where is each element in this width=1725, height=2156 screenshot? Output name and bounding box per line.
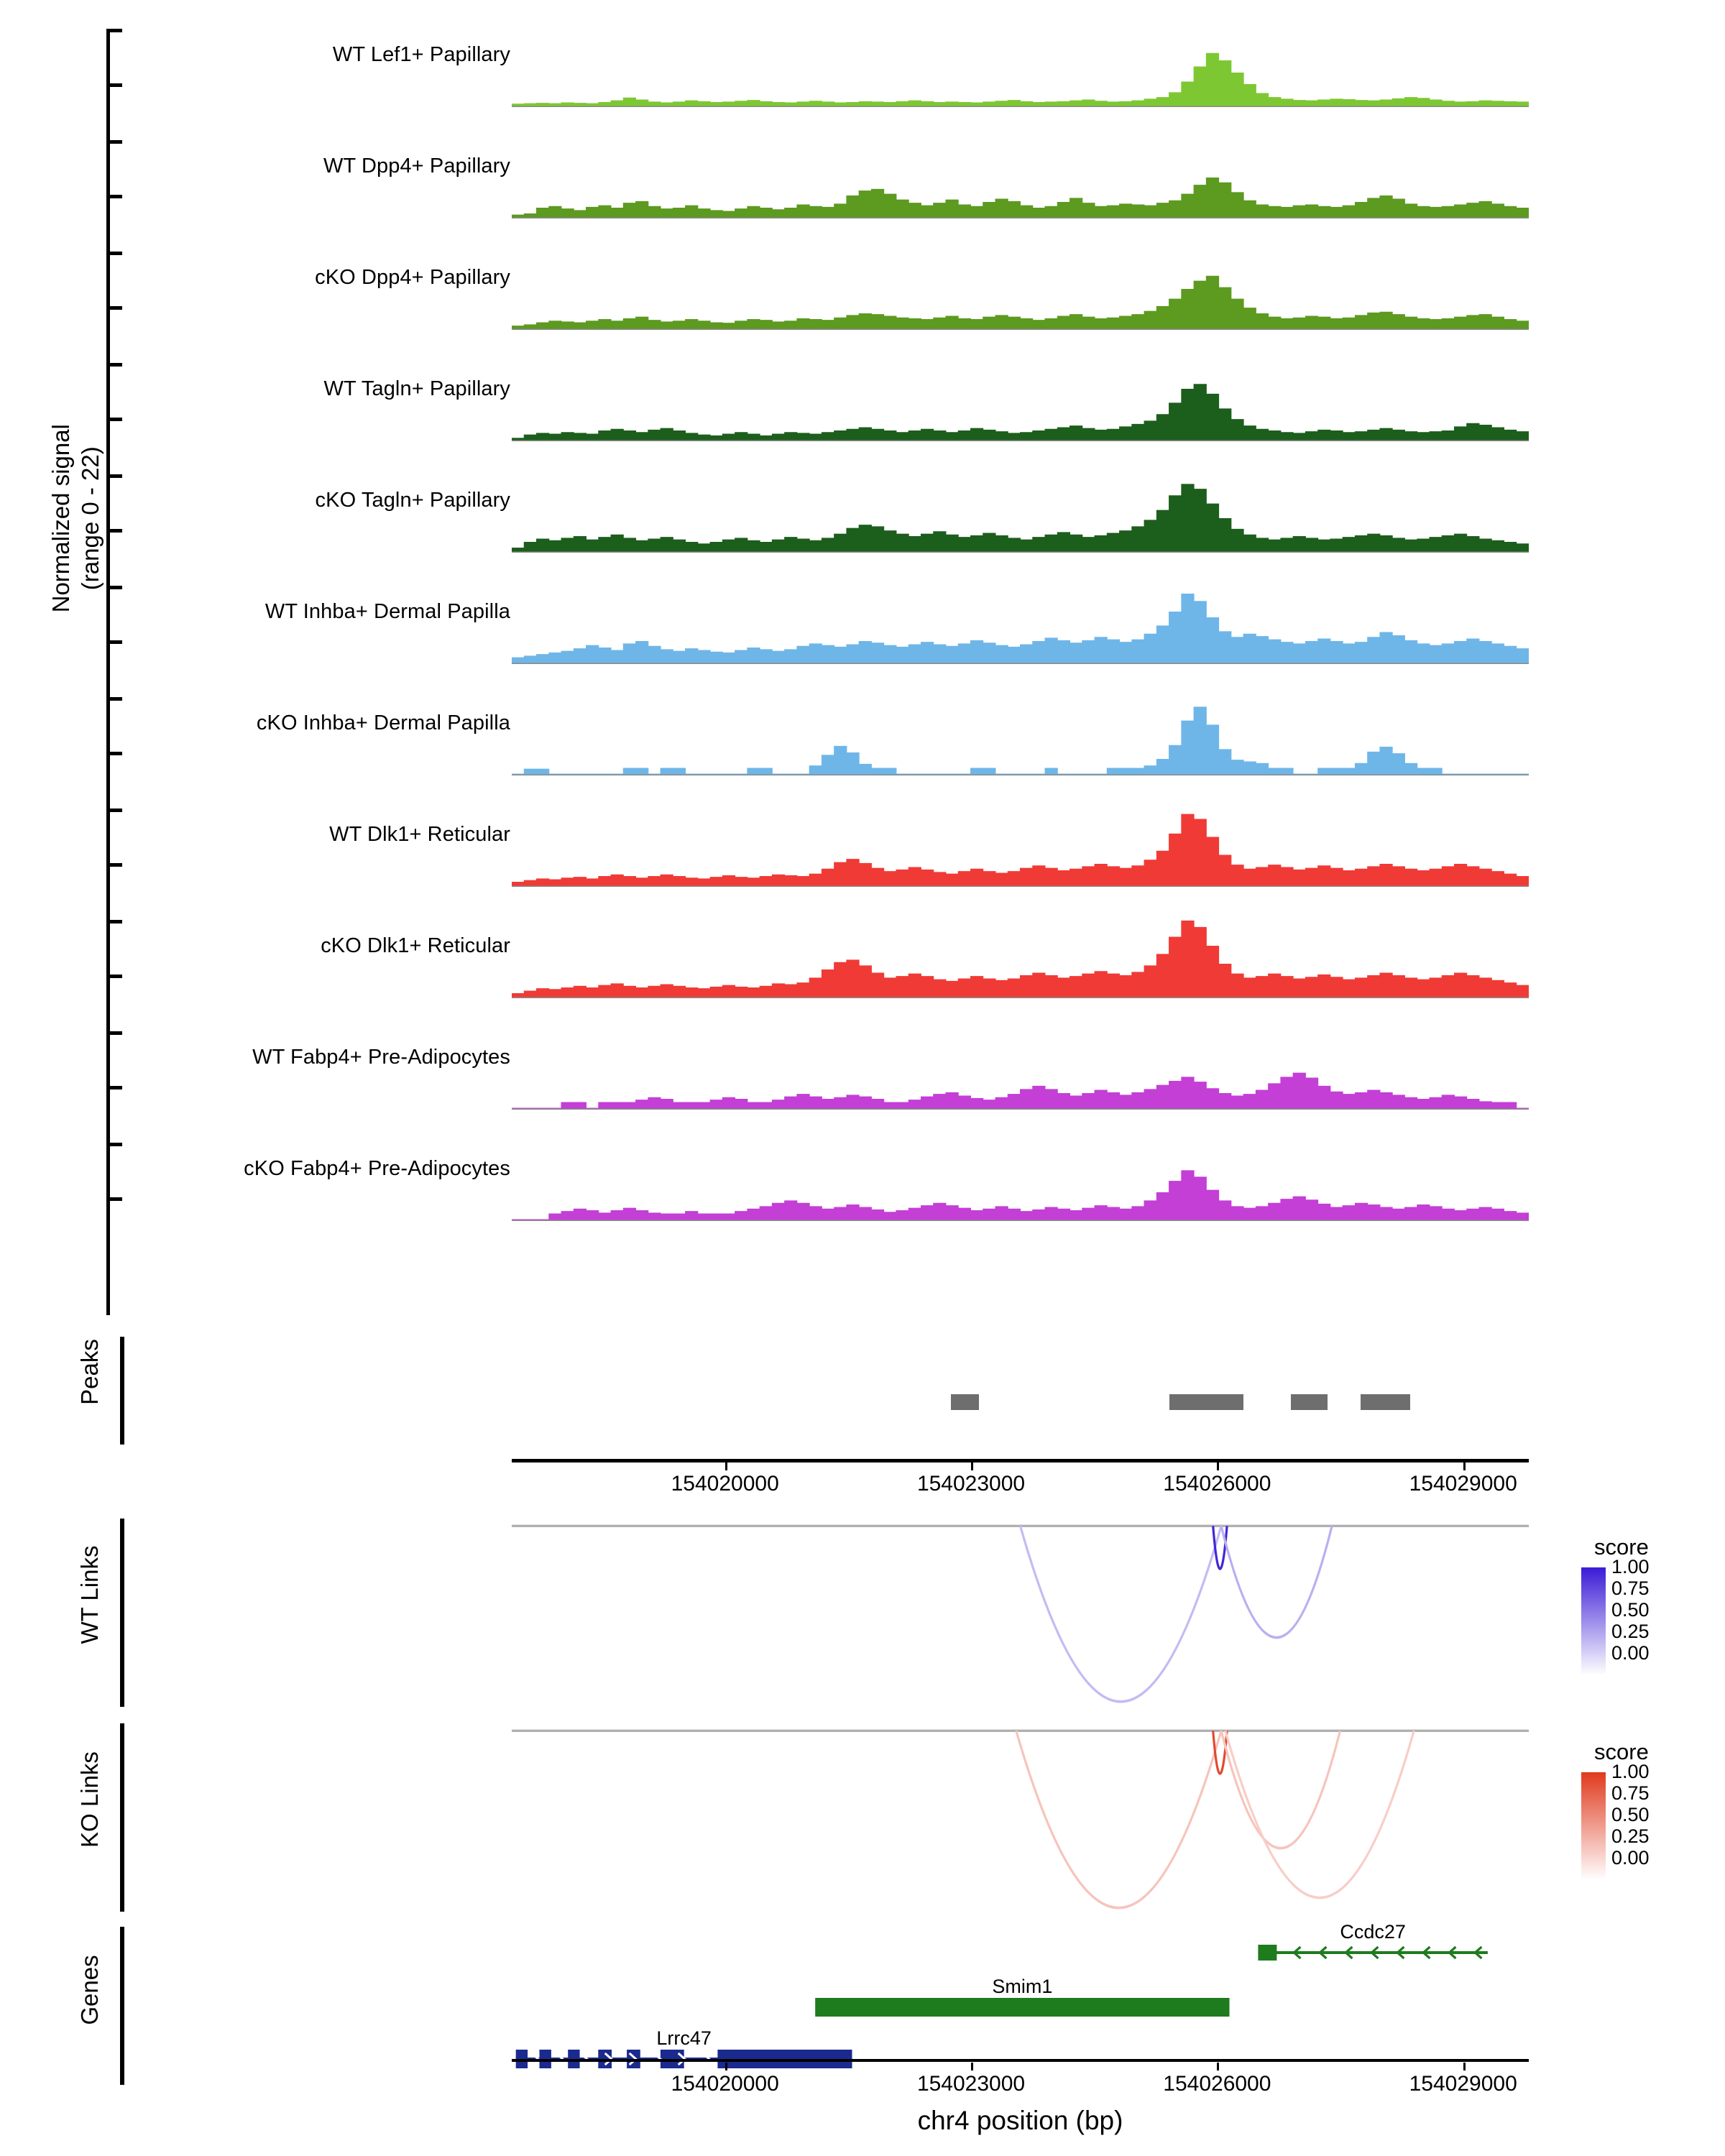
coverage-signal-area bbox=[512, 461, 1529, 573]
ko-legend-colorbar bbox=[1581, 1772, 1606, 1880]
x-axis-tick bbox=[971, 2063, 973, 2070]
x-axis-tick bbox=[1463, 1462, 1466, 1470]
y-axis-title-line2: (range 0 - 22) bbox=[77, 446, 104, 591]
coverage-track bbox=[0, 16, 1725, 127]
y-axis-tick bbox=[106, 363, 122, 367]
y-axis-tick bbox=[106, 252, 122, 255]
wt-links-label: WT Links bbox=[76, 1545, 103, 1644]
x-axis-tick-label: 154029000 bbox=[1409, 1472, 1517, 1496]
ko-links-axis-line bbox=[120, 1723, 124, 1912]
coverage-track-label: WT Dlk1+ Reticular bbox=[329, 823, 510, 846]
legend-tick-label: 1.00 bbox=[1611, 1556, 1650, 1577]
y-axis-tick bbox=[106, 640, 122, 644]
legend-tick-label: 0.25 bbox=[1611, 1621, 1650, 1642]
x-axis-tick-label: 154026000 bbox=[1163, 1472, 1271, 1496]
coverage-track bbox=[0, 907, 1725, 1018]
y-axis-tick bbox=[106, 29, 122, 32]
legend-tick-label: 0.50 bbox=[1611, 1804, 1650, 1825]
ko-links-panel bbox=[0, 1718, 1725, 1919]
x-axis-top-line bbox=[512, 1459, 1529, 1462]
y-axis-tick bbox=[106, 1143, 122, 1146]
coverage-track bbox=[0, 239, 1725, 350]
x-axis-tick-label: 154029000 bbox=[1409, 2072, 1517, 2096]
coverage-track-label: WT Fabp4+ Pre-Adipocytes bbox=[252, 1046, 510, 1069]
y-axis-tick bbox=[106, 975, 122, 978]
gene-label: Ccdc27 bbox=[1340, 1921, 1406, 1943]
coverage-track bbox=[0, 350, 1725, 461]
y-axis-tick bbox=[106, 863, 122, 867]
wt-legend-colorbar bbox=[1581, 1567, 1606, 1675]
coverage-track bbox=[0, 461, 1725, 573]
legend-tick-label: 0.00 bbox=[1611, 1642, 1650, 1664]
x-axis-tick-label: 154023000 bbox=[916, 2072, 1026, 2096]
coverage-signal-area bbox=[512, 1130, 1529, 1241]
peak-region bbox=[1361, 1394, 1409, 1410]
coverage-track-label: cKO Fabp4+ Pre-Adipocytes bbox=[244, 1157, 510, 1180]
coverage-signal-area bbox=[512, 907, 1529, 1018]
coverage-signal-area bbox=[512, 239, 1529, 350]
coverage-signal-area bbox=[512, 684, 1529, 796]
y-axis-tick bbox=[106, 1086, 122, 1089]
wt-legend-title: score bbox=[1594, 1534, 1649, 1560]
peak-region bbox=[1169, 1394, 1243, 1410]
genes-label: Genes bbox=[76, 1955, 103, 2025]
x-axis-tick bbox=[1217, 1462, 1219, 1470]
gene-label: Lrrc47 bbox=[656, 2027, 712, 2049]
x-axis-tick-label: 154020000 bbox=[671, 1472, 779, 1496]
ko-legend-tick-labels bbox=[1611, 1761, 1712, 1869]
coverage-track bbox=[0, 1130, 1725, 1241]
y-axis-tick bbox=[106, 195, 122, 198]
wt-links-plot bbox=[512, 1513, 1529, 1710]
coverage-track-label: WT Tagln+ Papillary bbox=[323, 377, 510, 400]
x-axis-tick bbox=[971, 1462, 973, 1470]
legend-tick-label: 1.00 bbox=[1611, 1761, 1650, 1782]
y-axis-tick bbox=[106, 1197, 122, 1201]
y-axis-tick bbox=[106, 529, 122, 533]
wt-links-panel bbox=[0, 1513, 1725, 1714]
ko-links-label: KO Links bbox=[76, 1751, 103, 1848]
x-axis-bottom-line bbox=[512, 2059, 1529, 2062]
y-axis-tick bbox=[106, 752, 122, 755]
x-axis-tick bbox=[725, 1462, 727, 1470]
coverage-track-label: WT Lef1+ Papillary bbox=[332, 43, 510, 66]
coverage-track-label: cKO Tagln+ Papillary bbox=[315, 489, 510, 512]
gene-label: Smim1 bbox=[992, 1976, 1053, 1997]
legend-tick-label: 0.50 bbox=[1611, 1599, 1650, 1621]
x-axis-tick bbox=[725, 2063, 727, 2070]
coverage-track bbox=[0, 1018, 1725, 1130]
x-axis-tick-label: 154023000 bbox=[916, 1472, 1026, 1496]
genes-axis-line bbox=[120, 1927, 124, 2085]
coverage-track bbox=[0, 573, 1725, 684]
coverage-track bbox=[0, 684, 1725, 796]
x-axis-title: chr4 position (bp) bbox=[917, 2106, 1123, 2135]
coverage-signal-area bbox=[512, 1018, 1529, 1130]
y-axis-tick bbox=[106, 920, 122, 923]
coverage-signal-area bbox=[512, 127, 1529, 239]
ko-links-legend bbox=[1581, 1739, 1718, 1884]
peak-region bbox=[1291, 1394, 1328, 1410]
x-axis-tick-label: 154020000 bbox=[671, 2072, 779, 2096]
coverage-signal-area bbox=[512, 573, 1529, 684]
legend-tick-label: 0.00 bbox=[1611, 1847, 1650, 1869]
ko-links-plot bbox=[512, 1718, 1529, 1915]
peaks-label: Peaks bbox=[76, 1339, 103, 1405]
coverage-signal-area bbox=[512, 16, 1529, 127]
coverage-track-label: cKO Inhba+ Dermal Papilla bbox=[256, 711, 510, 734]
peaks-axis-line bbox=[120, 1337, 124, 1445]
coverage-track-label: cKO Dlk1+ Reticular bbox=[321, 934, 510, 957]
y-axis-tick bbox=[106, 586, 122, 589]
coverage-signal-area bbox=[512, 796, 1529, 907]
wt-links-axis-line bbox=[120, 1519, 124, 1707]
ko-legend-title: score bbox=[1594, 1739, 1649, 1764]
y-axis-tick bbox=[106, 306, 122, 310]
y-axis-tick bbox=[106, 418, 122, 421]
x-axis-top bbox=[512, 1459, 1529, 1502]
coverage-track-label: WT Inhba+ Dermal Papilla bbox=[264, 600, 510, 623]
wt-legend-tick-labels bbox=[1611, 1556, 1712, 1664]
y-axis-title-line1: Normalized signal bbox=[47, 424, 74, 613]
coverage-track-label: cKO Dpp4+ Papillary bbox=[315, 266, 510, 289]
y-axis-tick bbox=[106, 1031, 122, 1035]
x-axis-bottom bbox=[512, 2059, 1529, 2109]
x-axis-tick bbox=[1217, 2063, 1219, 2070]
legend-tick-label: 0.75 bbox=[1611, 1577, 1650, 1599]
coverage-track-label: WT Dpp4+ Papillary bbox=[323, 155, 510, 178]
y-axis-tick bbox=[106, 474, 122, 478]
legend-tick-label: 0.75 bbox=[1611, 1782, 1650, 1804]
y-axis-tick bbox=[106, 697, 122, 701]
wt-links-legend bbox=[1581, 1534, 1718, 1680]
y-axis-tick bbox=[106, 140, 122, 144]
y-axis-tick bbox=[106, 83, 122, 87]
legend-tick-label: 0.25 bbox=[1611, 1825, 1650, 1847]
coverage-track bbox=[0, 127, 1725, 239]
y-axis-tick bbox=[106, 808, 122, 812]
x-axis-tick-label: 154026000 bbox=[1163, 2072, 1271, 2096]
coverage-track bbox=[0, 796, 1725, 907]
peak-region bbox=[951, 1394, 980, 1410]
peaks-panel bbox=[0, 1333, 1725, 1452]
x-axis-tick bbox=[1463, 2063, 1466, 2070]
coverage-signal-area bbox=[512, 350, 1529, 461]
